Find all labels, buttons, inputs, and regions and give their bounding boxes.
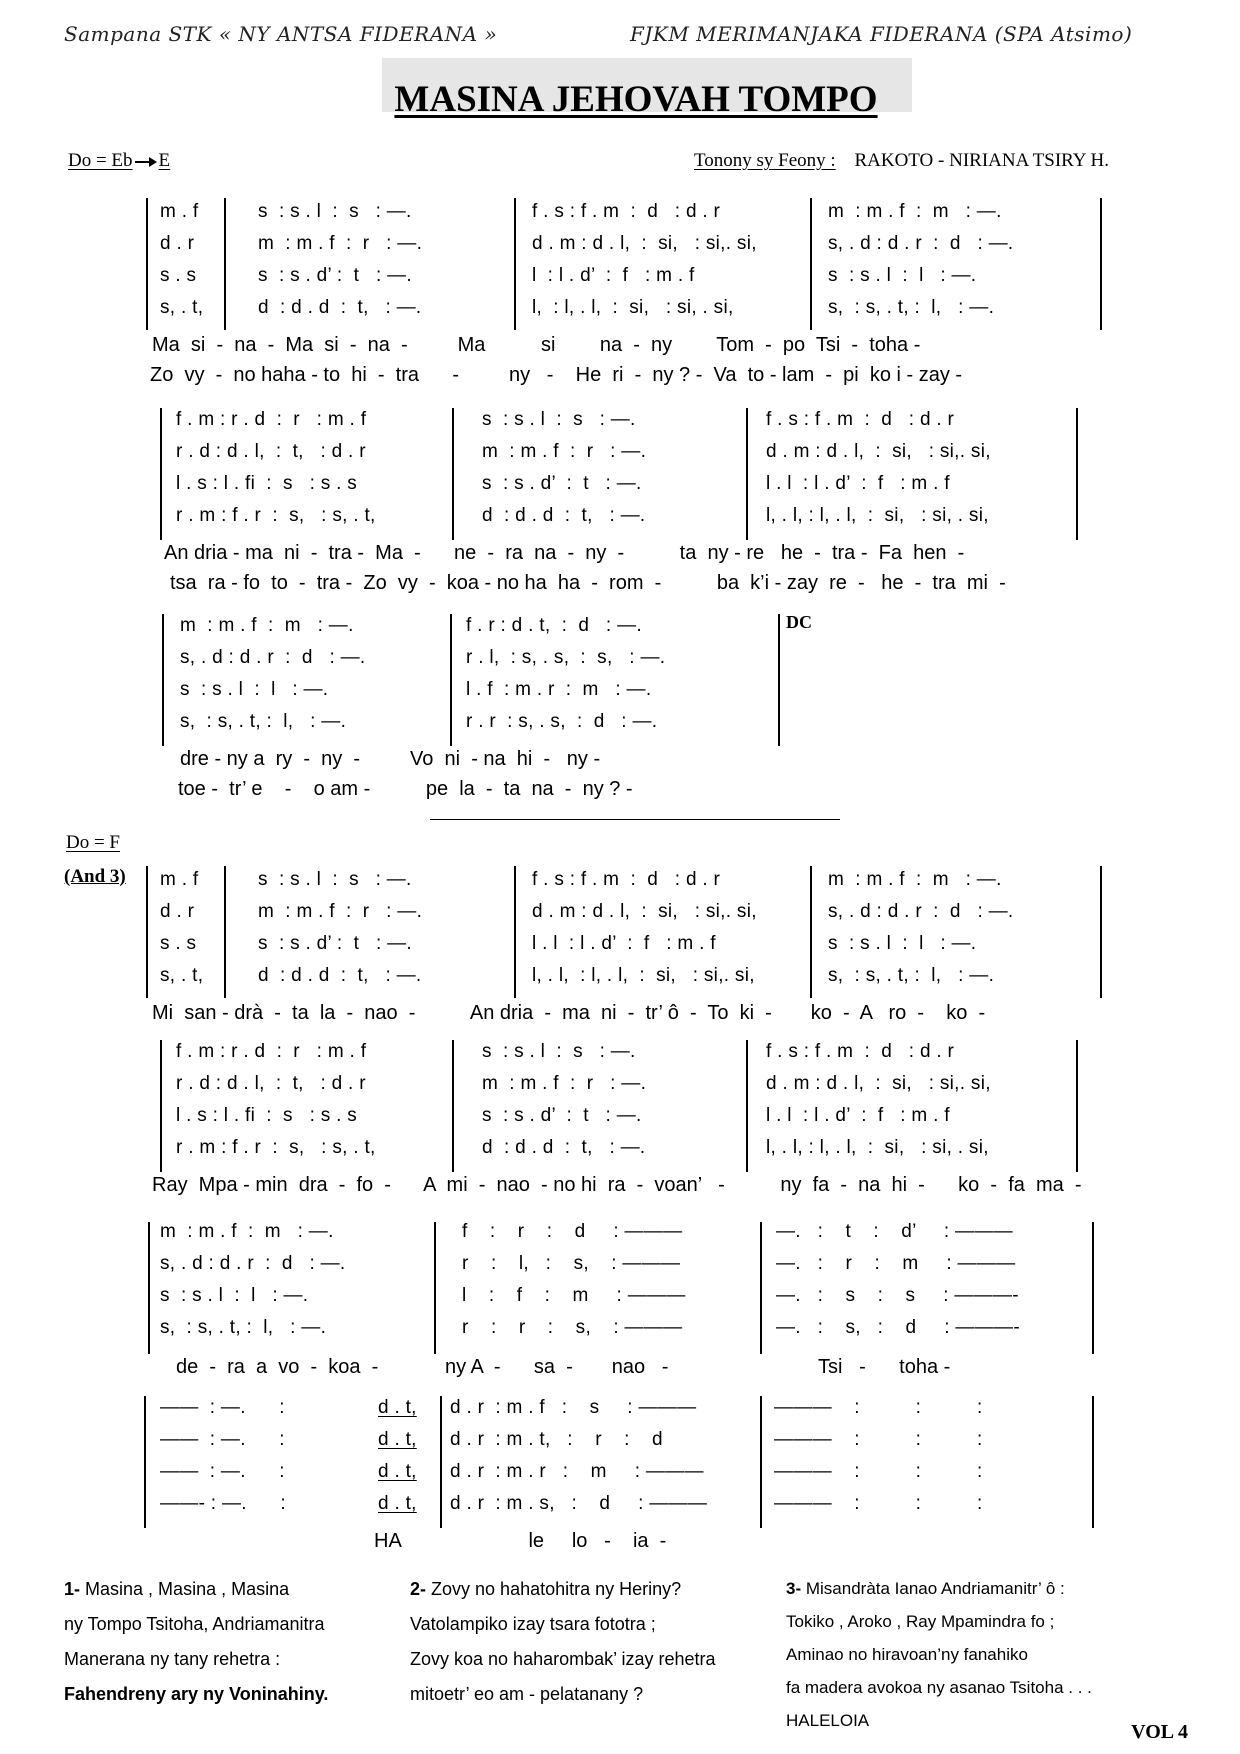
note-row: s : s . l : s : —. [482,409,636,430]
barline [810,198,812,330]
note-row: s : s . l : s : —. [258,869,412,890]
note-row: —— : —. : [160,1461,285,1482]
note-row: l . l : l . d’ : f : m . f [766,1105,950,1126]
divider [430,819,840,820]
verse-number: 3- [786,1579,802,1598]
lyric-line: HA le lo - ia - [374,1530,667,1552]
dc-marking: DC [786,612,812,632]
note-row: m : m . f : m : —. [828,869,1002,890]
verse-number: 1- [64,1579,81,1599]
key-signature-1 [68,150,170,172]
note-row: d . m : d . l, : si, : si,. si, [766,441,991,462]
barline [1100,198,1102,330]
note-row: ——— : : : [774,1461,983,1482]
barline [1092,1222,1094,1354]
note-row: m . f [160,201,199,222]
note-row: r : r : s, : ——— [462,1317,683,1338]
note-row: l, . l, : l, . l, : si, : si, . si, [766,1137,989,1158]
note-row: l . l : l . d’ : f : m . f [766,473,950,494]
note-row: d . r [160,233,195,254]
key-target: E [158,150,171,171]
note-row: s, : s, . t, : l, : —. [828,297,995,318]
note-row: m : m . f : r : —. [258,233,423,254]
note-row: s : s . l : l : —. [828,265,977,286]
barline [162,614,164,746]
verse-line: Fahendreny ary ny Voninahiny. [64,1684,329,1704]
barline [1100,866,1102,998]
lyric-line: Ray Mpa - min dra - fo - A mi - nao - no hi ra - voan’ - ny fa - na hi - ko - fa ma - [152,1174,1082,1196]
note-row: d . t, [378,1397,417,1418]
note-row: f . s : f . m : d : d . r [766,1041,955,1062]
note-row: s : s . l : l : —. [180,679,329,700]
barline [160,408,162,540]
and-3-marking: (And 3) [64,866,126,887]
barline [514,866,516,998]
barline [146,198,148,330]
barline [760,1222,762,1354]
verse-line: Masina , Masina , Masina [85,1579,290,1599]
note-row: s, . t, [160,297,204,318]
barline [144,1396,146,1528]
note-row: s : s . l : l : —. [828,933,977,954]
note-row: ——— : : : [774,1429,983,1450]
note-row: r . m : f . r : s, : s, . t, [176,505,376,526]
verse-3 [786,1572,1092,1737]
note-row: s : s . d’ : t : —. [258,933,413,954]
note-row: d . r : m . s, : d : ——— [450,1493,708,1514]
note-row: l . l : l . d’ : f : m . f [532,933,716,954]
note-row: s, . d : d . r : d : —. [828,233,1014,254]
note-row: ——— : : : [774,1493,983,1514]
verse-line: Vatolampiko izay tsara fototra ; [410,1614,656,1634]
barline [746,1040,748,1172]
verse-line: fa madera avokoa ny asanao Tsitoha . . . [786,1678,1092,1697]
barline [514,198,516,330]
key-signature-2: Do = F [66,832,121,853]
note-row: r . m : f . r : s, : s, . t, [176,1137,376,1158]
note-row: d . m : d . l, : si, : si,. si, [532,233,757,254]
note-row: d . m : d . l, : si, : si,. si, [532,901,757,922]
barline [760,1396,762,1528]
note-row: s . s [160,933,197,954]
barline [146,866,148,998]
barline [810,866,812,998]
barline [450,614,452,746]
note-row: m . f [160,869,199,890]
note-row: r . d : d . l, : t, : d . r [176,441,366,462]
note-row: s . s [160,265,197,286]
note-row: f . s : f . m : d : d . r [532,201,721,222]
note-row: l . f : m . r : m : —. [466,679,652,700]
barline [434,1222,436,1354]
note-row: d : d . d : t, : —. [482,1137,646,1158]
note-row: l . s : l . fi : s : s . s [176,1105,358,1126]
note-row: d : d . d : t, : —. [482,505,646,526]
barline [148,1222,150,1354]
barline [160,1040,162,1172]
note-row: d . r : m . r : m : ——— [450,1461,704,1482]
note-row: d . t, [378,1493,417,1514]
note-row: f . s : f . m : d : d . r [766,409,955,430]
note-row: s, : s, . t, : l, : —. [828,965,995,986]
note-row: s, . d : d . r : d : —. [160,1253,346,1274]
lyric-line: toe - tr’ e - o am - pe la - ta na - ny ? - [178,778,633,800]
lyric-line: de - ra a vo - koa - ny A - sa - nao - Tsi - toha - [176,1356,951,1378]
verse-line: Manerana ny tany rehetra : [64,1649,281,1669]
note-row: ——— : : : [774,1397,983,1418]
barline [1092,1396,1094,1528]
lyric-line: tsa ra - fo to - tra - Zo vy - koa - no ha ha - rom - ba k’i - zay re - he - tra mi - [170,572,1006,594]
note-row: l : f : m : ——— [462,1285,686,1306]
verse-line: Zovy no hahatohitra ny Heriny? [431,1579,682,1599]
note-row: d . r : m . t, : r : d [450,1429,663,1450]
header-right: FJKM MERIMANJAKA FIDERANA (SPA Atsimo) [630,22,1133,46]
note-row: d . t, [378,1461,417,1482]
barline [1076,1040,1078,1172]
lyric-line: Ma si - na - Ma si - na - Ma si na - ny Tom - po Tsi - toha - [152,334,921,356]
composer-label: Tonony sy Feony : [694,150,836,171]
note-row: —— : —. : [160,1429,285,1450]
note-row: m : m . f : m : —. [160,1221,334,1242]
verse-2 [410,1572,716,1712]
note-row: s : s . l : s : —. [482,1041,636,1062]
lyric-line: An dria - ma ni - tra - Ma - ne - ra na - ny - ta ny - re he - tra - Fa hen - [164,542,965,564]
note-row: l : l . d’ : f : m . f [532,265,695,286]
note-row: r : l, : s, : ——— [462,1253,681,1274]
note-row: ——- : —. : [160,1493,286,1514]
note-row: —— : —. : [160,1397,285,1418]
header-left: Sampana STK « NY ANTSA FIDERANA » [64,22,498,46]
note-row: s : s . d’ : t : —. [482,1105,642,1126]
barline [1076,408,1078,540]
note-row: s, . d : d . r : d : —. [180,647,366,668]
verse-line: Tokiko , Aroko , Ray Mpamindra fo ; [786,1612,1055,1631]
note-row: s, . d : d . r : d : —. [828,901,1014,922]
note-row: s : s . d’ : t : —. [482,473,642,494]
barline [224,866,226,998]
verse-line: Zovy koa no haharombak’ izay rehetra [410,1649,716,1669]
note-row: f . m : r . d : r : m . f [176,409,367,430]
note-row: s : s . d’ : t : —. [258,265,413,286]
note-row: d . r : m . f : s : ——— [450,1397,697,1418]
note-row: d . t, [378,1429,417,1450]
barline [778,614,780,746]
composer-name: RAKOTO - NIRIANA TSIRY H. [854,150,1110,171]
verse-line: HALELOIA [786,1711,870,1730]
lyric-line: dre - ny a ry - ny - Vo ni - na hi - ny - [180,748,601,770]
key-prefix: Do = Eb [68,150,133,171]
note-row: m : m . f : m : —. [180,615,354,636]
note-row: d . m : d . l, : si, : si,. si, [766,1073,991,1094]
note-row: d : d . d : t, : —. [258,297,422,318]
verse-line: Aminao no hiravoan’ny fanahiko [786,1645,1028,1664]
note-row: l, : l, . l, : si, : si, . si, [532,297,734,318]
note-row: r . l, : s, . s, : s, : —. [466,647,666,668]
note-row: m : m . f : r : —. [258,901,423,922]
note-row: m : m . f : m : —. [828,201,1002,222]
verse-line: ny Tompo Tsitoha, Andriamanitra [64,1614,325,1634]
note-row: d . r [160,901,195,922]
note-row: f . m : r . d : r : m . f [176,1041,367,1062]
barline [452,1040,454,1172]
verse-number: 2- [410,1579,427,1599]
note-row: l, . l, : l, . l, : si, : si, . si, [766,505,989,526]
note-row: —. : s, : d : ———- [776,1317,1020,1338]
note-row: s, : s, . t, : l, : —. [180,711,347,732]
barline [746,408,748,540]
barline [224,198,226,330]
barline [452,408,454,540]
composer-line [694,150,1109,172]
note-row: s : s . l : s : —. [258,201,412,222]
note-row: l . s : l . fi : s : s . s [176,473,358,494]
verse-1 [64,1572,328,1712]
note-row: s : s . l : l : —. [160,1285,309,1306]
note-row: f . r : d . t, : d : —. [466,615,642,636]
lyric-line: Zo vy - no haha - to hi - tra - ny - He ri - ny ? - Va to - lam - pi ko i - zay - [150,364,963,386]
page-title: MASINA JEHOVAH TOMPO [394,79,878,120]
right-arrow-icon [135,156,157,168]
note-row: f . s : f . m : d : d . r [532,869,721,890]
note-row: s, . t, [160,965,204,986]
note-row: r . r : s, . s, : d : —. [466,711,658,732]
volume-label: VOL 4 [1131,1721,1188,1743]
note-row: s, : s, . t, : l, : —. [160,1317,327,1338]
verse-line: mitoetr’ eo am - pelatanany ? [410,1684,644,1704]
note-row: —. : t : d’ : ——— [776,1221,1013,1242]
note-row: r . d : d . l, : t, : d . r [176,1073,366,1094]
note-row: —. : s : s : ———- [776,1285,1019,1306]
note-row: f : r : d : ——— [462,1221,683,1242]
note-row: m : m . f : r : —. [482,441,647,462]
note-row: —. : r : m : ——— [776,1253,1016,1274]
barline [440,1396,442,1528]
note-row: m : m . f : r : —. [482,1073,647,1094]
lyric-line: Mi san - drà - ta la - nao - An dria - ma ni - tr’ ô - To ki - ko - A ro - ko - [152,1002,986,1024]
note-row: d : d . d : t, : —. [258,965,422,986]
note-row: l, . l, : l, . l, : si, : si,. si, [532,965,755,986]
verse-line: Misandràta Ianao Andriamanitr’ ô : [805,1579,1065,1598]
